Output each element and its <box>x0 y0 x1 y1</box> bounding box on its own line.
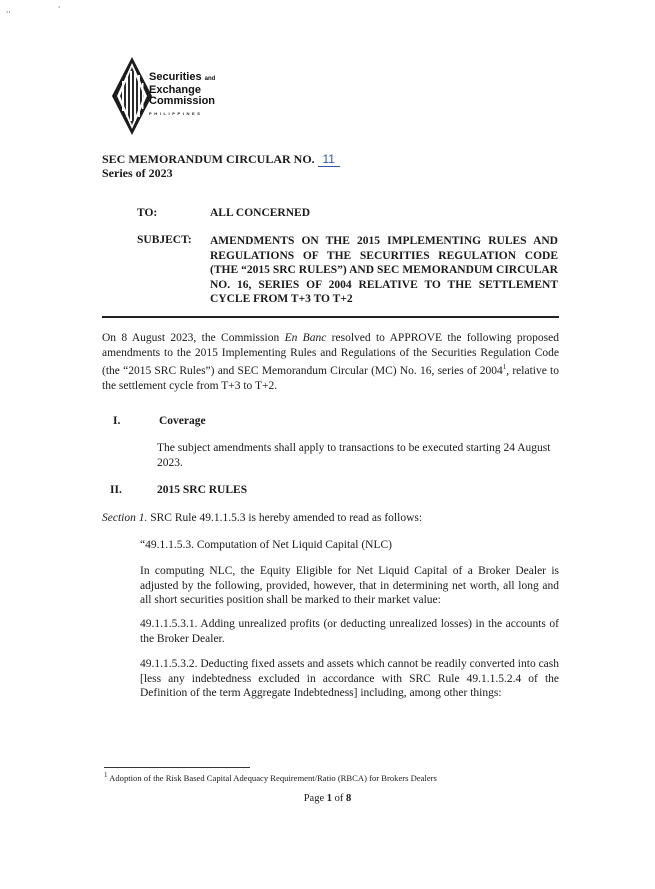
page-prefix: Page <box>303 793 327 804</box>
header-divider <box>102 316 559 318</box>
rule-paragraph-1: In computing NLC, the Equity Eligible for Net Liquid Capital of a Broker Dealer is adjusted by the following, provided, however, that in determining net worth, all long and all short securities position shall be marked to their market value: <box>140 565 559 607</box>
footnote-divider <box>104 767 250 768</box>
circular-label: SEC MEMORANDUM CIRCULAR NO. <box>102 152 315 166</box>
page-number <box>0 793 655 804</box>
page-current: 1 <box>326 793 333 804</box>
footnote-ref: 1 <box>502 363 507 372</box>
footnote-text: Adoption of the Risk Based Capital Adequacy Requirement/Ratio (RBCA) for Brokers Dealers <box>107 772 437 783</box>
intro-text-3: , relative to the settlement cycle from T+3 to T+2. <box>102 365 559 392</box>
circular-number: 11 <box>318 152 340 167</box>
rule-paragraph-3: 49.1.1.5.3.2. Deducting fixed assets and assets which cannot be readily converted into cash [less any indebtedness excluded in accordance with SRC Rule 49.1.1.5.2.4 of the Definition of the term Aggregate Indebtedness] including, among other things: <box>140 658 559 700</box>
section-2-number: II. <box>110 484 122 496</box>
subject-value: AMENDMENTS ON THE 2015 IMPLEMENTING RULES AND REGULATIONS OF THE SECURITIES REGULATION CODE (THE “2015 SRC RULES”) AND SEC MEMORANDUM CIRCULAR NO. 16, SERIES OF 2004 RELATIVE TO THE SETTLEMENT CYCLE FROM T+3 TO T+2 <box>210 235 558 305</box>
footnote <box>104 771 437 783</box>
circular-series: Series of 2023 <box>102 166 173 180</box>
sec-emblem-icon <box>112 57 152 135</box>
subject-label: SUBJECT: <box>137 234 192 246</box>
section-2-heading: 2015 SRC RULES <box>157 484 248 496</box>
scan-mark: ꞌ <box>58 5 61 14</box>
section-1-number: I. <box>113 415 121 427</box>
section-1-text: The subject amendments shall apply to transactions to be executed starting 24 August 2023. <box>157 442 551 469</box>
page-middle: of <box>332 793 347 804</box>
section-1-heading: Coverage <box>159 415 206 427</box>
page-total: 8 <box>346 793 352 804</box>
logo-country: PHILIPPINES <box>149 111 203 116</box>
rule-title: “49.1.1.5.3. Computation of Net Liquid Capital (NLC) <box>140 539 393 551</box>
to-value: ALL CONCERNED <box>210 207 311 219</box>
logo-line-1-suffix: and <box>204 76 216 82</box>
logo-wordmark <box>149 72 215 119</box>
intro-text-1: On 8 August 2023, the Commission <box>102 332 285 344</box>
scan-mark: ꞌꞌ <box>6 10 11 19</box>
section-intro <box>102 511 559 526</box>
footnote-marker: 1 <box>104 771 108 779</box>
intro-text-2: resolved to APPROVE the following proposed amendments to the 2015 Implementing Rules and Regulations of the Securities Regulation Code (the “2015 SRC Rules”) and SEC Memorandum Circular (MC) No. 16, series of 2004 <box>102 332 559 378</box>
circular-title <box>102 152 340 167</box>
intro-paragraph <box>102 331 559 393</box>
section-intro-text: SRC Rule 49.1.1.5.3 is hereby amended to read as follows: <box>147 512 423 524</box>
rule-paragraph-2: 49.1.1.5.3.1. Adding unrealized profits (or deducting unrealized losses) in the accounts of the Broker Dealer. <box>140 618 559 645</box>
to-label: TO: <box>137 207 158 219</box>
logo-line-1: Securities <box>149 71 202 83</box>
logo-line-3: Commission <box>149 95 216 107</box>
logo-line-2: Exchange <box>149 84 201 96</box>
intro-italic: En Banc <box>284 332 327 344</box>
section-intro-label: Section 1. <box>102 512 148 524</box>
